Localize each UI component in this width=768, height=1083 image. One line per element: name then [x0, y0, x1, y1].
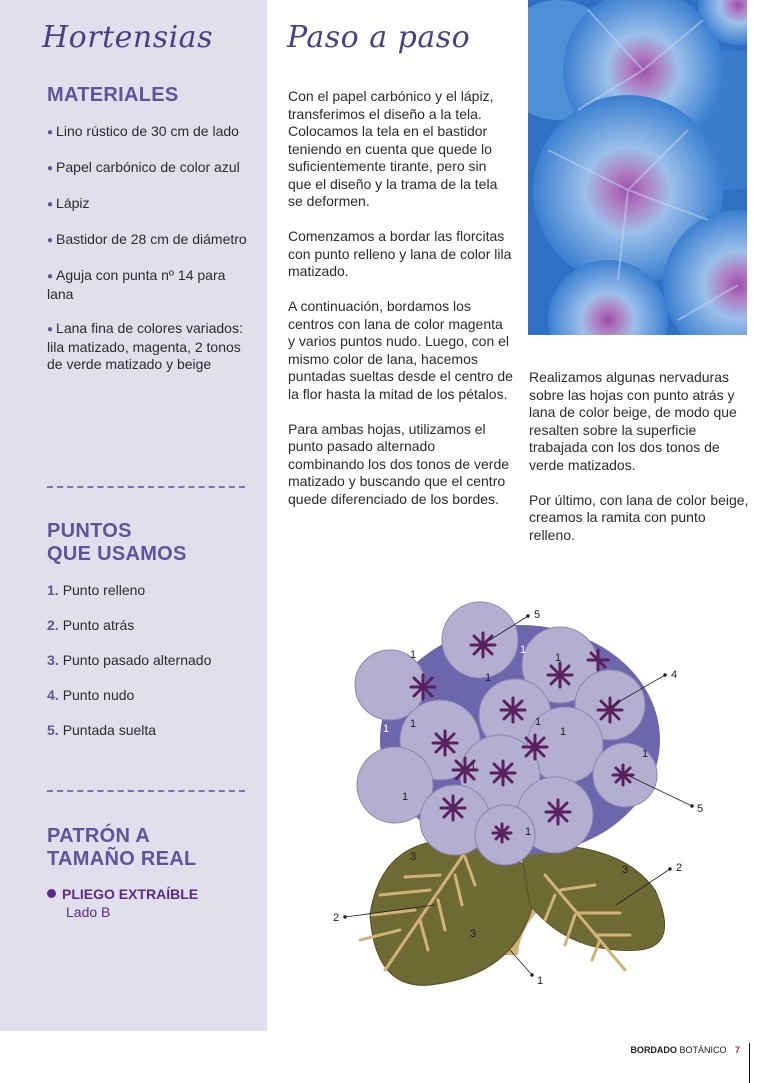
materials-item: ● Lana fina de colores variados: lila matizado, magenta, 2 tonos de verde matizado y beige — [47, 320, 243, 372]
materials-item: ● Aguja con punta nº 14 para lana — [47, 267, 226, 302]
bullet-icon: ● — [47, 271, 54, 282]
stitch-item: 3. Punto pasado alternado — [47, 652, 212, 668]
paragraph: Comenzamos a bordar las florcitas con punto relleno y lana de color lila matizado. — [288, 228, 512, 279]
bullet-icon: ● — [47, 235, 54, 246]
svg-text:4: 4 — [671, 669, 678, 681]
footer-rule — [749, 1043, 750, 1083]
stitch-item: 2. Punto atrás — [47, 617, 135, 633]
svg-text:1: 1 — [470, 761, 477, 773]
magazine-name: BOTÁNICO — [679, 1045, 727, 1055]
stitches-list — [47, 582, 252, 757]
hydrangea-pattern-illustration — [320, 595, 720, 995]
svg-text:1: 1 — [537, 975, 544, 987]
svg-text:1: 1 — [402, 791, 409, 803]
stitches-heading: PUNTOS QUE USAMOS — [47, 520, 187, 565]
bullet-icon: ● — [47, 199, 54, 210]
bullet-icon — [47, 889, 56, 898]
svg-text:1: 1 — [555, 652, 562, 664]
stitch-diagram — [320, 595, 720, 995]
svg-text:5: 5 — [534, 609, 541, 621]
magazine-name-bold: BORDADO — [630, 1045, 677, 1055]
main-title: Paso a paso — [287, 20, 471, 55]
materials-item: ● Lino rústico de 30 cm de lado — [47, 123, 239, 139]
pattern-heading: PATRÓN A TAMAÑO REAL — [47, 825, 197, 870]
paragraph: Para ambas hojas, utilizamos el punto pasado alternado combinando los dos tonos de verde matizado y buscando que el centro quede diferenciado de los bordes. — [288, 420, 510, 507]
svg-text:1: 1 — [410, 649, 417, 661]
bullet-icon: ● — [47, 127, 54, 138]
stitch-item: 5. Puntada suelta — [47, 722, 157, 738]
stitch-item: 4. Punto nudo — [47, 687, 135, 703]
materials-heading: MATERIALES — [47, 84, 179, 106]
materials-item: ● Papel carbónico de color azul — [47, 159, 240, 175]
svg-text:1: 1 — [383, 723, 390, 735]
svg-text:5: 5 — [697, 803, 704, 815]
svg-text:1: 1 — [520, 644, 527, 656]
svg-text:3: 3 — [470, 928, 477, 940]
dashed-divider — [47, 790, 245, 792]
svg-text:3: 3 — [410, 851, 417, 863]
sidebar-panel — [0, 0, 267, 1031]
page-number: 7 — [734, 1045, 740, 1055]
stitch-item: 1. Punto relleno — [47, 582, 146, 598]
svg-text:1: 1 — [525, 826, 532, 838]
svg-text:1: 1 — [485, 672, 492, 684]
paragraph: A continuación, bordamos los centros con lana de color magenta y varios puntos nudo. Luego, con el mismo color de lana, hacemos puntadas sueltas desde el centro de la flor hasta la mitad de los pétalos. — [288, 298, 513, 402]
sidebar-title: Hortensias — [42, 20, 213, 55]
svg-text:3: 3 — [622, 864, 629, 876]
bullet-icon: ● — [47, 163, 54, 174]
instructions-column-a — [288, 88, 513, 526]
embroidery-photo — [528, 0, 747, 335]
svg-text:1: 1 — [410, 718, 417, 730]
materials-item: ● Bastidor de 28 cm de diámetro — [47, 231, 247, 247]
hydrangea-embroidery-image — [528, 0, 747, 335]
paragraph: Realizamos algunas nervaduras sobre las hojas con punto atrás y lana de color beige, de modo que resalten sobre la superficie trabajada con los dos tonos de verde matizados. — [529, 369, 737, 473]
svg-text:1: 1 — [642, 748, 649, 760]
svg-text:1: 1 — [535, 716, 542, 728]
svg-text:2: 2 — [676, 862, 683, 874]
pattern-section — [47, 825, 252, 871]
stitches-section — [47, 520, 252, 757]
svg-text:1: 1 — [560, 726, 567, 738]
paragraph: Con el papel carbónico y el lápiz, transferimos el diseño a la tela. Colocamos la tela en el bastidor teniendo en cuenta que quede lo suficientemente tirante, pero sin que el diseño y la trama de la tela se deformen. — [288, 88, 498, 209]
materials-list — [47, 123, 252, 373]
dashed-divider — [47, 486, 245, 488]
materials-item: ● Lápiz — [47, 195, 90, 211]
pattern-insert-note: PLIEGO EXTRAÍBLE Lado B — [47, 886, 198, 921]
paragraph: Por último, con lana de color beige, creamos la ramita con punto relleno. — [529, 491, 749, 543]
page-footer — [630, 1045, 740, 1055]
svg-text:2: 2 — [333, 912, 340, 924]
instructions-column-b — [529, 369, 754, 562]
materials-section — [47, 84, 252, 390]
bullet-icon: ● — [47, 324, 54, 335]
